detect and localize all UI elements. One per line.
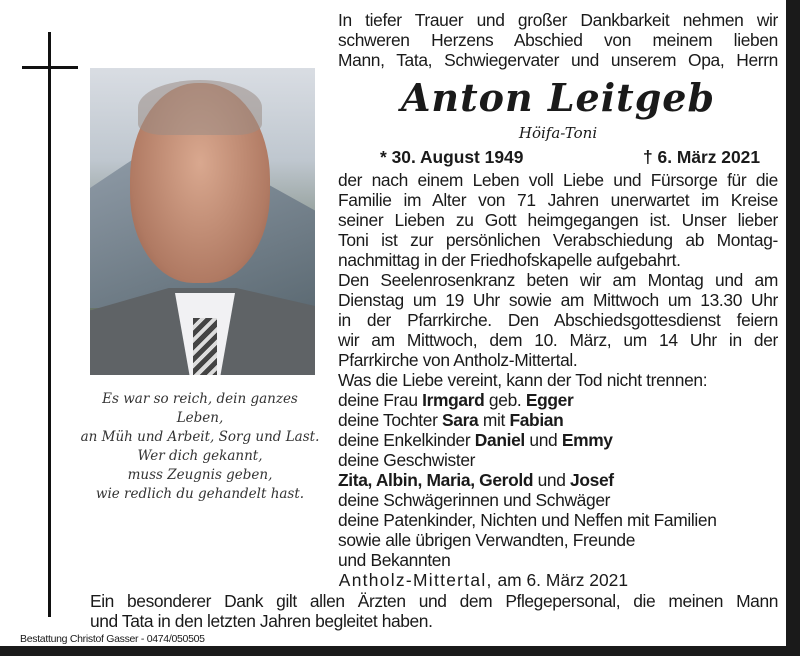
cross-icon: [48, 32, 51, 617]
birth-date: * 30. August 1949: [380, 147, 524, 167]
mourner-line: deine Tochter Sara mit Fabian: [338, 410, 564, 430]
place-date: Antholz-Mittertal, am 6. März 2021: [338, 570, 628, 590]
mourners-list: [338, 370, 778, 570]
text-line: nachmittag in der Friedhofskapelle aufgebahrt.: [338, 250, 681, 270]
mourner-line: deine Schwägerinnen und Schwäger: [338, 490, 611, 510]
text-line: Pfarrkirche von Antholz-Mittertal.: [338, 350, 578, 370]
poem-line: Wer dich gekannt,: [137, 448, 263, 464]
mourner-line: deine Frau Irmgard geb. Egger: [338, 390, 574, 410]
poem-line: Es war so reich, dein ganzes Leben,: [102, 391, 298, 426]
poem-line: an Müh und Arbeit, Sorg und Last.: [80, 429, 320, 445]
mourner-line: und Bekannten: [338, 550, 451, 570]
text-line: Toni ist zur persönlichen Verabschiedung ab Montag-: [338, 230, 778, 250]
portrait-photo: [90, 68, 315, 375]
cross-icon-bar: [22, 66, 78, 69]
mourner-line: sowie alle übrigen Verwandten, Freunde: [338, 530, 636, 550]
life-dates: [380, 147, 760, 167]
nickname: Höifa-Toni: [518, 124, 598, 142]
text-line: der nach einem Leben voll Liebe und Fürsorge für die: [338, 170, 778, 190]
mourner-line: Zita, Albin, Maria, Gerold und Josef: [338, 470, 614, 490]
text-line: Ein besonderer Dank gilt allen Ärzten und dem Pflegepersonal, die meinen Mann: [90, 591, 778, 611]
deceased-name: Anton Leitgeb: [400, 75, 716, 120]
text-line: Den Seelenrosenkranz beten wir am Montag und am: [338, 270, 778, 290]
text-line: seiner Lieben zu Gott heimgegangen ist. Unser lieber: [338, 210, 778, 230]
text-line: wir am Mittwoch, dem 10. März, um 14 Uhr in der: [338, 330, 778, 350]
text-line: Dienstag um 19 Uhr sowie am Mittwoch um 13.30 Uhr: [338, 290, 778, 310]
mourner-line: deine Geschwister: [338, 450, 476, 470]
poem-line: muss Zeugnis geben,: [127, 467, 273, 483]
text-line: Was die Liebe vereint, kann der Tod nicht trennen:: [338, 370, 708, 390]
text-line: Familie im Alter von 71 Jahren unerwartet im Kreise: [338, 190, 778, 210]
death-date: † 6. März 2021: [643, 147, 760, 167]
text-line: und Tata in den letzten Jahren begleitet haben.: [90, 611, 433, 631]
poem-line: wie redlich du gehandelt hast.: [95, 486, 305, 502]
text-line: Mann, Tata, Schwiegervater und unserem Opa, Herrn: [338, 50, 778, 70]
thanks-text: [90, 591, 778, 631]
funeral-home-footer: Bestattung Christof Gasser - 0474/050505: [20, 633, 205, 645]
text-line: schweren Herzens Abschied von meinem lieben: [338, 30, 778, 50]
text-line: In tiefer Trauer und großer Dankbarkeit nehmen wir: [338, 10, 778, 30]
intro-text: [338, 10, 778, 70]
poem: [80, 390, 320, 504]
mourner-line: deine Enkelkinder Daniel und Emmy: [338, 430, 613, 450]
body-text: [338, 170, 778, 370]
text-line: in der Pfarrkirche. Den Abschiedsgottesdienst feiern: [338, 310, 778, 330]
mourner-line: deine Patenkinder, Nichten und Neffen mit Familien: [338, 510, 717, 530]
